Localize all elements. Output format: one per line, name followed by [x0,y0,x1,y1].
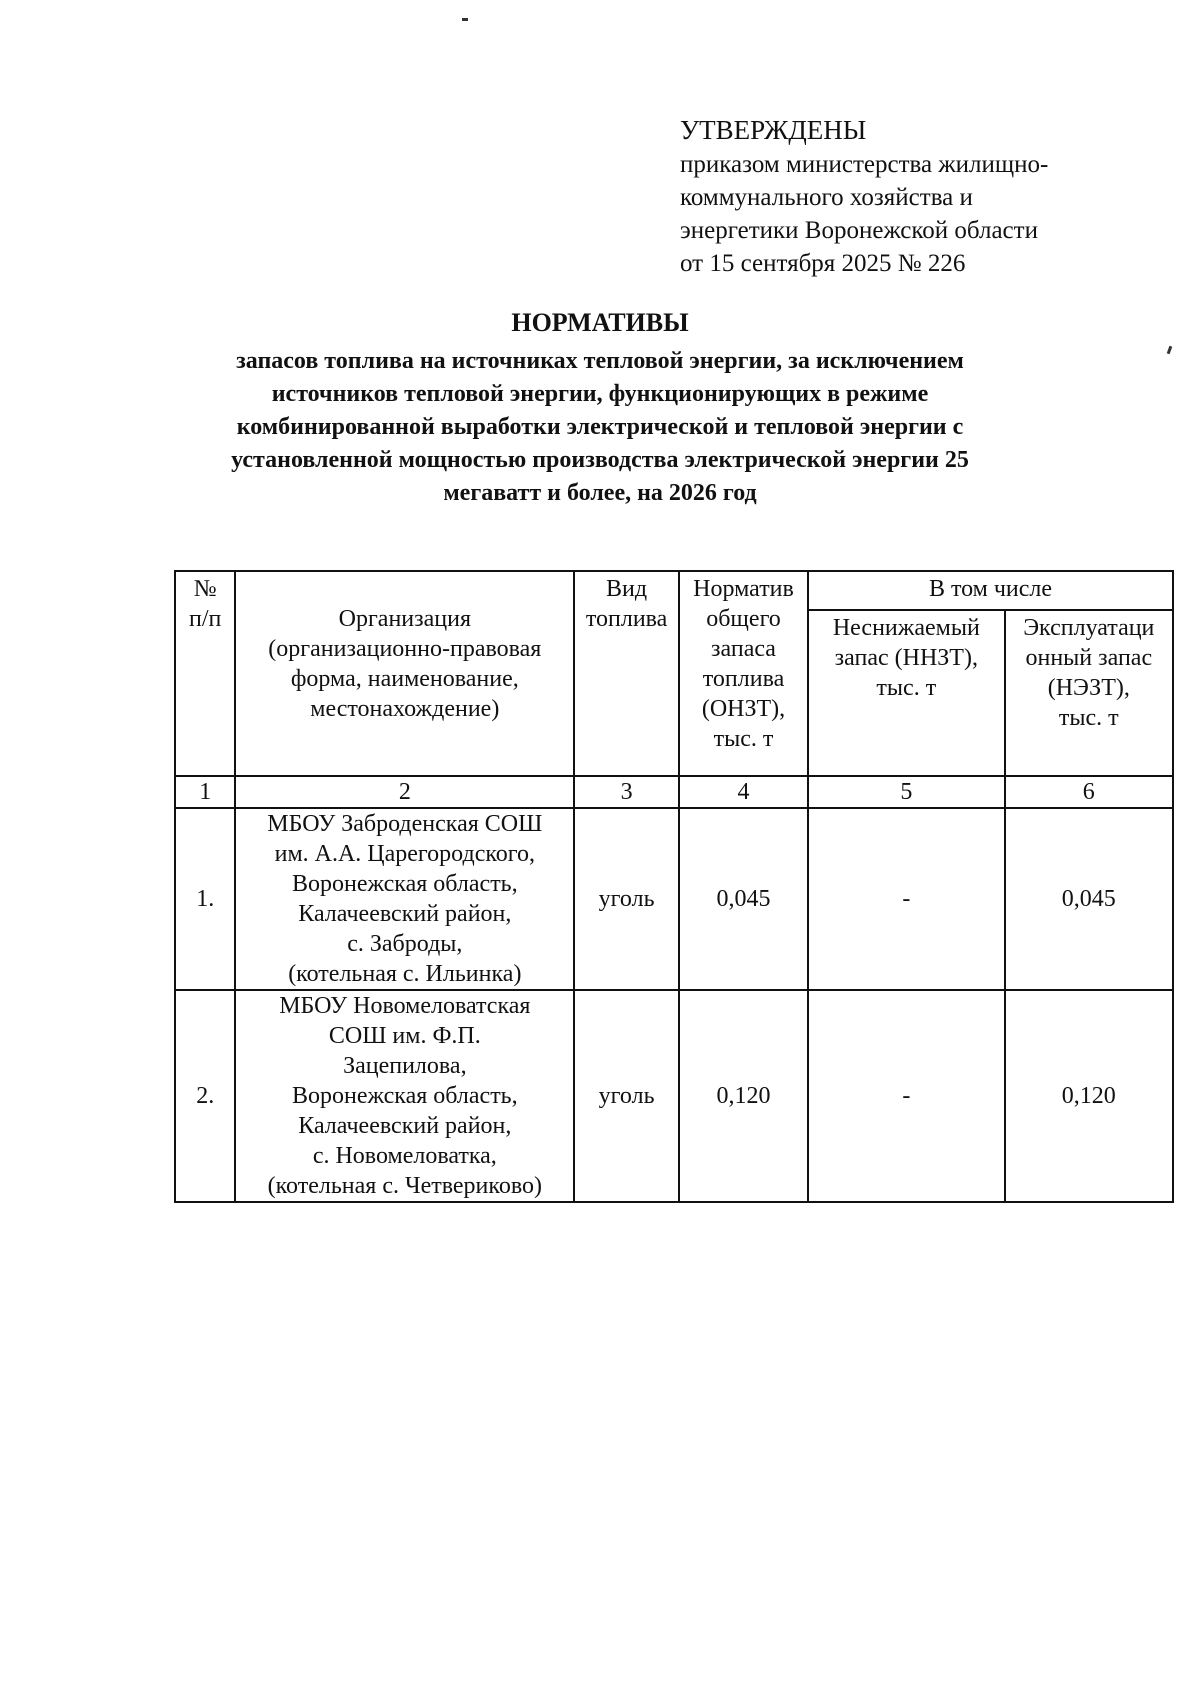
header-line: топлива [585,606,668,632]
org-line: Калачеевский район, [298,901,512,927]
document-title: НОРМАТИВЫ [511,308,689,337]
org-line: Воронежская область, [292,871,518,897]
header-line: местонахождение) [310,696,500,722]
subtitle-line: установленной мощностью производства электрической энергии 25 [231,447,969,473]
header-including: В том числе [808,571,1173,610]
header-line: п/п [189,606,222,632]
header-line: топлива [702,666,785,692]
nezt-cell: 0,120 [1005,990,1173,1202]
org-line: с. Новомеловатка, [312,1143,497,1169]
column-number: 2 [235,776,574,808]
total-reserve-cell: 0,045 [679,808,808,990]
subtitle-line: запасов топлива на источниках тепловой энергии, за исключением [236,348,964,374]
column-number: 5 [808,776,1005,808]
header-line: общего [706,606,781,632]
row-number: 2. [175,990,235,1202]
org-line: СОШ им. Ф.П. [328,1023,481,1049]
header-line: тыс. т [713,726,774,752]
organization-cell [235,990,574,1202]
org-line: (котельная с. Ильинка) [288,961,522,987]
fuel-type-cell: уголь [574,808,679,990]
header-org [235,571,574,776]
subtitle-line: комбинированной выработки электрической и тепловой энергии с [236,414,964,440]
org-line: Зацепилова, [343,1053,467,1079]
header-line: тыс. т [876,675,937,701]
header-fuel [574,571,679,776]
subtitle-line: источников тепловой энергии, функционирующих в режиме [271,381,929,407]
table-row [175,808,1173,990]
org-line: МБОУ Заброденская СОШ [267,811,543,837]
header-line: Неснижаемый [832,615,980,641]
nnzt-cell: - [808,808,1005,990]
header-line: онный запас [1025,645,1153,671]
scan-speck [462,18,468,21]
total-reserve-cell: 0,120 [679,990,808,1202]
title-block [170,305,1030,510]
header-line: Вид [606,576,648,602]
norms-table [174,570,1174,1203]
table-row [175,990,1173,1202]
org-line: (котельная с. Четвериково) [267,1173,543,1199]
approval-line: коммунального хозяйства и [680,184,973,211]
header-line: (организационно-правовая [268,636,542,662]
header-line: № [193,576,217,602]
header-nnzt [808,610,1005,776]
subtitle-line: мегаватт и более, на 2026 год [443,480,757,506]
header-num [175,571,235,776]
header-line: Норматив [693,576,794,602]
column-numbers-row [175,776,1173,808]
document-subtitle [170,345,1030,510]
header-line: форма, наименование, [290,666,519,692]
header-line: Организация [338,606,471,632]
header-line: Эксплуатаци [1023,615,1155,641]
header-total [679,571,808,776]
column-number: 1 [175,776,235,808]
column-number: 4 [679,776,808,808]
org-line: с. Заброды, [347,931,463,957]
organization-cell [235,808,574,990]
org-line: им. А.А. Царегородского, [274,841,536,867]
approval-heading: УТВЕРЖДЕНЫ [680,115,867,145]
fuel-type-cell: уголь [574,990,679,1202]
approval-line: приказом министерства жилищно- [680,151,1049,178]
nezt-cell: 0,045 [1005,808,1173,990]
row-number: 1. [175,808,235,990]
header-line: (ОНЗТ), [701,696,786,722]
header-line: тыс. т [1058,705,1119,731]
header-line: (НЭЗТ), [1047,675,1130,701]
header-nezt [1005,610,1173,776]
approval-line: энергетики Воронежской области [680,217,1038,244]
org-line: Калачеевский район, [298,1113,512,1139]
approval-line: от 15 сентября 2025 № 226 [680,250,966,277]
org-line: МБОУ Новомеловатская [279,993,531,1019]
nnzt-cell: - [808,990,1005,1202]
column-number: 3 [574,776,679,808]
scan-speck [1167,346,1173,355]
org-line: Воронежская область, [292,1083,518,1109]
header-line: запаса [711,636,776,662]
approval-block [680,112,1160,280]
header-row [175,571,1173,610]
column-number: 6 [1005,776,1173,808]
header-line: запас (ННЗТ), [834,645,978,671]
